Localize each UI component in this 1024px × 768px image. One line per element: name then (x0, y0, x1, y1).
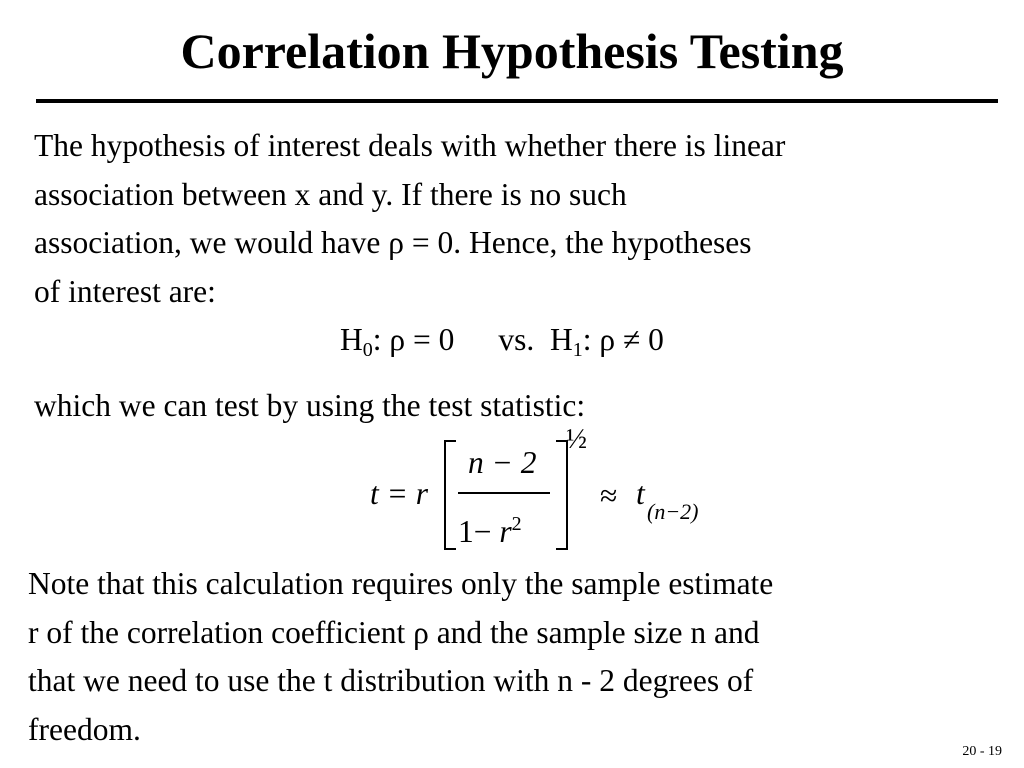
denominator-exponent: 2 (511, 513, 522, 535)
t-statistic-formula (360, 424, 740, 556)
denominator-prefix: 1− (458, 514, 500, 549)
slide-title: Correlation Hypothesis Testing (180, 23, 844, 79)
t-distribution: t (636, 476, 645, 511)
page-number: 20 - 19 (962, 744, 1002, 759)
formula-denominator (458, 514, 522, 550)
denominator-variable: r (499, 514, 512, 549)
note-line: Note that this calculation requires only the sample estimate (28, 566, 774, 601)
approx-symbol: ≈ (600, 478, 618, 513)
left-bracket (444, 440, 456, 550)
h0-letter: H (340, 322, 363, 357)
h1-subscript: 1 (572, 339, 583, 361)
note-line: that we need to use the t distribution with n - 2 degrees of (28, 663, 754, 698)
formula-lhs: t = r (370, 476, 429, 511)
note-line: freedom. (28, 711, 141, 747)
hypotheses-statement (340, 316, 664, 364)
vs-label: vs. (498, 322, 535, 357)
intro-line: The hypothesis of interest deals with whether there is linear (34, 128, 786, 163)
fraction-bar (458, 492, 550, 494)
intro-paragraph (34, 122, 785, 316)
degrees-of-freedom: (n−2) (647, 499, 699, 524)
intro-line: association, we would have ρ = 0. Hence, the hypotheses (34, 225, 752, 260)
intro-line: association between x and y. If there is no such (34, 176, 627, 212)
title-divider (36, 99, 998, 103)
h0-condition: : ρ = 0 (372, 322, 455, 357)
h1-letter: H (550, 322, 573, 357)
intro-line: of interest are: (34, 273, 216, 309)
note-paragraph (28, 560, 773, 754)
h1-condition: : ρ ≠ 0 (582, 322, 664, 357)
note-line: r of the correlation coefficient ρ and the sample size n and (28, 614, 760, 650)
h0-subscript: 0 (362, 339, 373, 361)
test-statistic-intro: which we can test by using the test statistic: (34, 388, 586, 423)
formula-exponent: ½ (566, 424, 587, 455)
formula-numerator: n − 2 (468, 445, 537, 480)
